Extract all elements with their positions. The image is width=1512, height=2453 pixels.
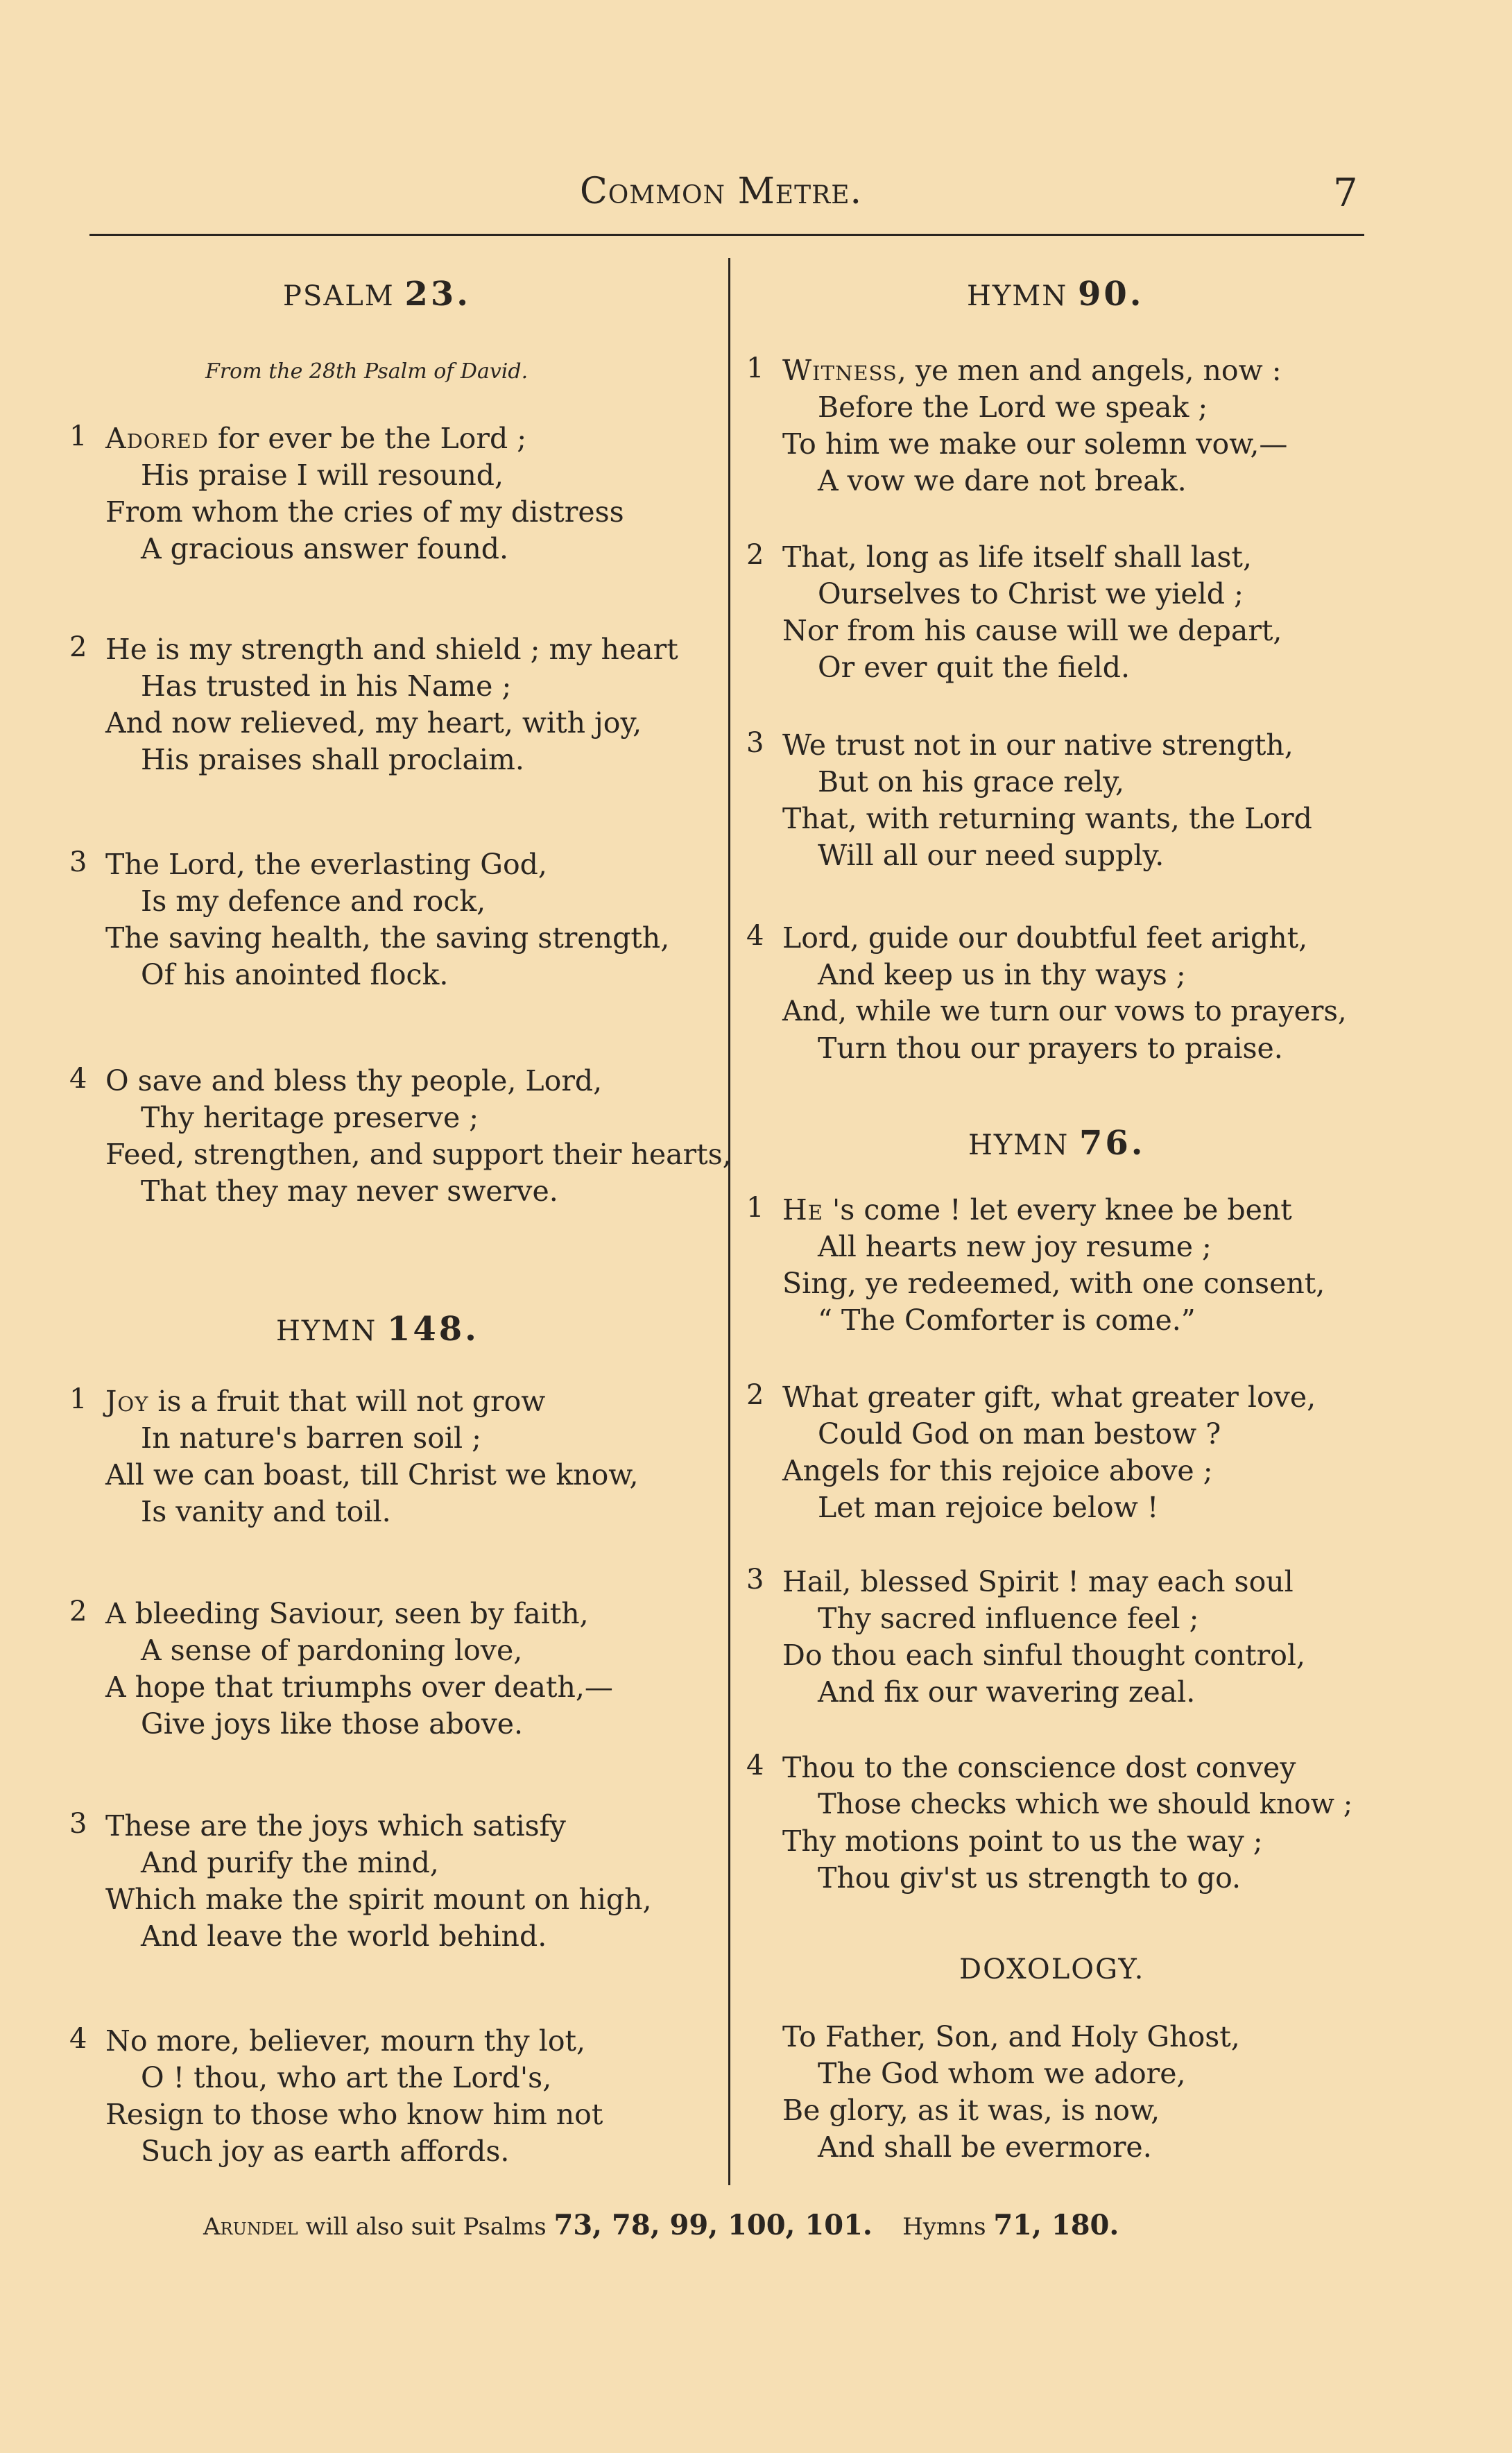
verse-line: Angels for this rejoice above ; bbox=[782, 1454, 1213, 1487]
stanza-number: 1 bbox=[69, 420, 87, 452]
verse-line: The God whom we adore, bbox=[818, 2057, 1186, 2090]
page-number: 7 bbox=[1333, 171, 1358, 216]
heading-word: HYMN bbox=[276, 1315, 377, 1347]
verse-line: Or ever quit the field. bbox=[818, 651, 1131, 684]
lead-word: Adored bbox=[105, 422, 209, 455]
verse-line: We trust not in our native strength, bbox=[782, 728, 1294, 762]
psalm-numbers: 73, 78, 99, 100, 101. bbox=[553, 2209, 873, 2241]
stanza-number: 3 bbox=[746, 1564, 764, 1596]
verse-line: His praises shall proclaim. bbox=[141, 743, 524, 776]
verse-line: Has trusted in his Name ; bbox=[141, 669, 512, 703]
verse-line: And purify the mind, bbox=[141, 1846, 439, 1879]
verse-line: He is my strength and shield ; my heart bbox=[105, 633, 678, 666]
header-rule bbox=[89, 234, 1364, 236]
verse-line: Thy heritage preserve ; bbox=[141, 1101, 479, 1134]
verse-line: Which make the spirit mount on high, bbox=[105, 1883, 652, 1916]
hymn-76-stanza-2 bbox=[746, 1379, 1316, 1526]
heading-number: 148. bbox=[386, 1310, 479, 1349]
verse-line: Thy motions point to us the way ; bbox=[782, 1824, 1263, 1858]
verse-line: Is my defence and rock, bbox=[141, 884, 486, 918]
verse-line: is a fruit that will not grow bbox=[148, 1385, 546, 1418]
verse-line: All we can boast, till Christ we know, bbox=[105, 1458, 639, 1492]
running-head bbox=[0, 171, 1512, 219]
stanza-number: 3 bbox=[69, 846, 87, 878]
verse-line: That, long as life itself shall last, bbox=[782, 540, 1252, 574]
hymn-90-stanza-4 bbox=[746, 920, 1347, 1067]
verse-line: And keep us in thy ways ; bbox=[818, 958, 1186, 991]
verse-line: Is vanity and toil. bbox=[141, 1495, 391, 1528]
psalm-23-heading bbox=[283, 275, 471, 314]
tune-footnote bbox=[203, 2209, 1119, 2241]
verse-line: Of his anointed flock. bbox=[141, 958, 449, 991]
verse-line: A bleeding Saviour, seen by faith, bbox=[105, 1597, 589, 1630]
doxology-stanza bbox=[782, 2019, 1240, 2166]
verse-line: Thy sacred influence feel ; bbox=[818, 1602, 1199, 1635]
verse-line: Before the Lord we speak ; bbox=[818, 391, 1208, 424]
hymn-90-stanza-3 bbox=[746, 727, 1312, 874]
hymn-90-stanza-1 bbox=[746, 352, 1287, 499]
stanza-number: 2 bbox=[746, 1379, 764, 1411]
heading-word: HYMN bbox=[967, 280, 1068, 312]
verse-line: , ye men and angels, now : bbox=[897, 354, 1282, 387]
psalm-23-stanza-1 bbox=[69, 420, 624, 567]
verse-line: Will all our need supply. bbox=[818, 839, 1165, 872]
hymns-label: Hymns bbox=[902, 2213, 986, 2241]
verse-line: A sense of pardoning love, bbox=[141, 1634, 523, 1667]
verse-line: Be glory, as it was, is now, bbox=[782, 2094, 1160, 2127]
verse-line: The saving health, the saving strength, bbox=[105, 921, 670, 955]
verse-line: All hearts new joy resume ; bbox=[818, 1230, 1212, 1263]
stanza-number: 2 bbox=[69, 1596, 87, 1627]
heading-word: PSALM bbox=[283, 280, 395, 312]
heading-number: 90. bbox=[1077, 275, 1144, 314]
verse-line: Do thou each sinful thought control, bbox=[782, 1639, 1306, 1672]
hymn-148-stanza-4 bbox=[69, 2023, 603, 2170]
verse-line: And fix our wavering zeal. bbox=[818, 1675, 1196, 1709]
lead-word: Witness bbox=[782, 354, 897, 387]
hymn-90-heading bbox=[967, 275, 1144, 314]
hymn-148-stanza-2 bbox=[69, 1596, 613, 1743]
verse-line: Such joy as earth affords. bbox=[141, 2135, 510, 2168]
psalm-23-stanza-2 bbox=[69, 631, 678, 778]
footnote-text: will also suit Psalms bbox=[298, 2213, 554, 2241]
tune-name: Arundel bbox=[203, 2213, 298, 2241]
lead-word: Joy bbox=[105, 1385, 149, 1418]
verse-line: What greater gift, what greater love, bbox=[782, 1381, 1316, 1414]
heading-number: 23. bbox=[404, 275, 471, 314]
stanza-number: 4 bbox=[746, 1750, 764, 1781]
hymn-148-stanza-1 bbox=[69, 1383, 639, 1530]
hymn-76-stanza-1 bbox=[746, 1192, 1325, 1339]
stanza-number: 4 bbox=[69, 2023, 87, 2055]
stanza-number: 4 bbox=[746, 920, 764, 952]
verse-line: A hope that triumphs over death,— bbox=[105, 1670, 613, 1704]
verse-line: Ourselves to Christ we yield ; bbox=[818, 577, 1244, 610]
verse-line: Feed, strengthen, and support their hearts, bbox=[105, 1138, 732, 1171]
verse-line: That they may never swerve. bbox=[141, 1174, 558, 1208]
stanza-number: 1 bbox=[69, 1383, 87, 1415]
heading-word: HYMN bbox=[968, 1129, 1069, 1161]
psalm-source: From the 28th Psalm of David. bbox=[205, 359, 529, 384]
verse-line: To him we make our solemn vow,— bbox=[782, 427, 1288, 461]
column-divider bbox=[728, 258, 730, 2185]
verse-line: Sing, ye redeemed, with one consent, bbox=[782, 1267, 1325, 1300]
verse-line: Turn thou our prayers to praise. bbox=[818, 1032, 1283, 1065]
hymn-76-stanza-3 bbox=[746, 1564, 1305, 1711]
verse-line: His praise I will resound, bbox=[141, 459, 504, 492]
psalm-23-stanza-4 bbox=[69, 1063, 732, 1210]
verse-line: The Lord, the everlasting God, bbox=[105, 848, 547, 881]
verse-line: And leave the world behind. bbox=[141, 1920, 547, 1953]
verse-line: O save and bless thy people, Lord, bbox=[105, 1064, 603, 1097]
verse-line: Could God on man bestow ? bbox=[818, 1417, 1221, 1451]
verse-line: Hail, blessed Spirit ! may each soul bbox=[782, 1565, 1294, 1598]
verse-line: In nature's barren soil ; bbox=[141, 1421, 481, 1455]
verse-line: A gracious answer found. bbox=[141, 532, 508, 565]
verse-line: And, while we turn our vows to prayers, bbox=[782, 995, 1347, 1027]
lead-word: He bbox=[782, 1193, 823, 1226]
doxology-heading: DOXOLOGY. bbox=[959, 1954, 1145, 1985]
stanza-number: 1 bbox=[746, 352, 764, 384]
verse-line: 's come ! let every knee be bent bbox=[823, 1193, 1292, 1226]
verse-line: That, with returning wants, the Lord bbox=[782, 802, 1312, 835]
verse-line: But on his grace rely, bbox=[818, 765, 1125, 798]
heading-number: 76. bbox=[1079, 1124, 1146, 1163]
hymn-76-stanza-4 bbox=[746, 1750, 1352, 1897]
verse-line: And shall be evermore. bbox=[818, 2130, 1152, 2164]
stanza-number: 2 bbox=[69, 631, 87, 663]
verse-line: These are the joys which satisfy bbox=[105, 1809, 566, 1843]
verse-line: To Father, Son, and Holy Ghost, bbox=[782, 2020, 1240, 2053]
psalm-23-stanza-3 bbox=[69, 846, 669, 993]
stanza-number: 2 bbox=[746, 539, 764, 571]
verse-line: Thou giv'st us strength to go. bbox=[818, 1861, 1242, 1895]
hymn-90-stanza-2 bbox=[746, 539, 1282, 686]
running-head-title: Common Metre. bbox=[580, 171, 863, 212]
hymn-76-heading bbox=[968, 1124, 1145, 1163]
verse-line: O ! thou, who art the Lord's, bbox=[141, 2061, 552, 2094]
stanza-number: 4 bbox=[69, 1063, 87, 1095]
stanza-number: 3 bbox=[69, 1808, 87, 1840]
verse-line: And now relieved, my heart, with joy, bbox=[105, 706, 642, 740]
verse-line: Those checks which we should know ; bbox=[818, 1788, 1353, 1820]
stanza-number: 3 bbox=[746, 727, 764, 759]
verse-line: A vow we dare not break. bbox=[818, 464, 1187, 497]
verse-line: From whom the cries of my distress bbox=[105, 495, 624, 529]
verse-line: Let man rejoice below ! bbox=[818, 1491, 1159, 1524]
verse-line: Nor from his cause will we depart, bbox=[782, 614, 1282, 647]
verse-line: for ever be the Lord ; bbox=[208, 422, 527, 455]
verse-line: Lord, guide our doubtful feet aright, bbox=[782, 921, 1308, 955]
verse-line: Give joys like those above. bbox=[141, 1707, 524, 1741]
hymn-numbers: 71, 180. bbox=[993, 2209, 1119, 2241]
verse-line: No more, believer, mourn thy lot, bbox=[105, 2024, 586, 2058]
hymn-148-stanza-3 bbox=[69, 1808, 652, 1955]
verse-line: Thou to the conscience dost convey bbox=[782, 1751, 1296, 1784]
verse-line: “ The Comforter is come.” bbox=[818, 1304, 1196, 1337]
hymn-148-heading bbox=[276, 1310, 479, 1349]
stanza-number: 1 bbox=[746, 1192, 764, 1224]
verse-line: Resign to those who know him not bbox=[105, 2098, 603, 2131]
